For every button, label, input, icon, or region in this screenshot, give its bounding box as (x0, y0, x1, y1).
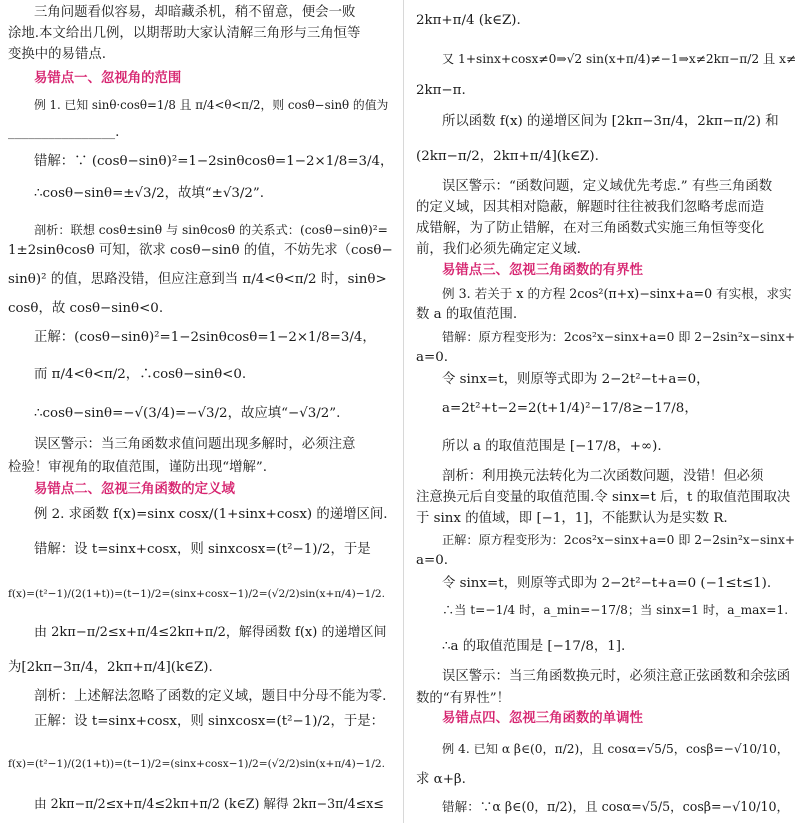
text-line: ∴a 的取值范围是 [−17/8，1]. (442, 639, 626, 654)
left-column (0, 0, 398, 823)
text-line: 涂地.本文给出几例，以期帮助大家认清解三角形与三角恒等 (8, 26, 361, 41)
text-line: 剖析：联想 cosθ±sinθ 与 sinθcosθ 的关系式：(cosθ−sinθ)²= (34, 223, 388, 237)
text-line: 而 π/4<θ<π/2，∴cosθ−sinθ<0. (34, 367, 247, 382)
text-line: 正解：原方程变形为：2cos²x−sinx+a=0 即 2−2sin²x−sinx+ (442, 533, 796, 547)
text-line: 由 2kπ−π/2≤x+π/4≤2kπ+π/2 (k∈Z) 解得 2kπ−3π/4≤x≤ (34, 796, 384, 811)
text-line: 由 2kπ−π/2≤x+π/4≤2kπ+π/2，解得函数 f(x) 的递增区间 (34, 625, 387, 640)
text-line: 求 α+β. (416, 772, 466, 787)
text-line: 误区警示：当三角函数求值问题出现多解时，必须注意 (34, 437, 356, 452)
text-line: cosθ，故 cosθ−sinθ<0. (8, 301, 164, 316)
text-line: f(x)=(t²−1)/(2(1+t))=(t−1)/2=(sinx+cosx−1)/2=(√2/2)sin(x+π/4)−1/2. (8, 588, 386, 600)
text-line: 正解：(cosθ−sinθ)²=1−2sinθcosθ=1−2×1/8=3/4， (34, 330, 376, 345)
text-line: 误区警示：当三角函数换元时，必须注意正弦函数和余弦函 (442, 669, 791, 684)
section-heading: 易错点四、忽视三角函数的单调性 (442, 711, 643, 726)
text-line: 数的“有界性”！ (416, 691, 511, 706)
text-line: 注意换元后自变量的取值范围.令 sinx=t 后，t 的取值范围取决 (416, 490, 791, 505)
text-line: (2kπ−π/2，2kπ+π/4](k∈Z). (416, 149, 599, 164)
text-line: 的定义域，因其相对隐蔽，解题时往往被我们忽略考虑而造 (416, 200, 765, 215)
text-line: 三角问题看似容易，却暗藏杀机，稍不留意，便会一败 (34, 5, 356, 20)
text-line: 例 2. 求函数 f(x)=sinx cosx/(1+sinx+cosx) 的递增区间. (34, 507, 388, 522)
text-line: 检验！审视角的取值范围，谨防出现“增解”. (8, 460, 267, 475)
text-line: 例 1. 已知 sinθ·cosθ=1/8 且 π/4<θ<π/2，则 cosθ−sinθ 的值为 (34, 98, 389, 112)
text-line: 所以函数 f(x) 的递增区间为 [2kπ−3π/4，2kπ−π/2) 和 (442, 114, 779, 129)
text-line: ∴cosθ−sinθ=−√(3/4)=−√3/2，故应填“−√3/2”. (34, 406, 341, 421)
text-line: ∴cosθ−sinθ=±√3/2，故填“±√3/2”. (34, 186, 265, 201)
section-heading: 易错点一、忽视角的范围 (34, 71, 182, 86)
right-column (410, 0, 802, 823)
text-line: 剖析：上述解法忽略了函数的定义域，题目中分母不能为零. (34, 689, 387, 704)
text-line: 剖析：利用换元法转化为二次函数问题，没错！但必须 (442, 469, 764, 484)
text-line: 错解：∵α β∈(0，π/2)，且 cosα=√5/5，cosβ=−√10/10， (442, 799, 790, 814)
text-line: 成错解，为了防止错解，在对三角函数式实施三角恒等变化 (416, 221, 765, 236)
text-line: 正解：设 t=sinx+cosx，则 sinxcosx=(t²−1)/2，于是： (34, 714, 385, 729)
column-divider (403, 0, 404, 823)
text-line: 2kπ−π. (416, 83, 466, 98)
text-line: ________________. (8, 125, 120, 140)
text-line: 错解：原方程变形为：2cos²x−sinx+a=0 即 2−2sin²x−sinx+ (442, 330, 796, 344)
text-line: 令 sinx=t，则原等式即为 2−2t²−t+a=0， (442, 372, 710, 387)
text-line: a=0. (416, 553, 448, 568)
section-heading: 易错点三、忽视三角函数的有界性 (442, 263, 643, 278)
text-line: 错解：设 t=sinx+cosx，则 sinxcosx=(t²−1)/2，于是 (34, 542, 371, 557)
text-line: 所以 a 的取值范围是 [−17/8，+∞). (442, 439, 662, 454)
text-line: 例 4. 已知 α β∈(0，π/2)，且 cosα=√5/5，cosβ=−√10/10， (442, 742, 789, 756)
text-line: 误区警示：“函数问题，定义域优先考虑.” 有些三角函数 (442, 179, 773, 194)
text-line: 又 1+sinx+cosx≠0⇒√2 sin(x+π/4)≠−1⇒x≠2kπ−π/2 且 x≠ (442, 52, 797, 66)
text-line: 令 sinx=t，则原等式即为 2−2t²−t+a=0 (−1≤t≤1). (442, 576, 772, 591)
text-line: 于 sinx 的值域，即 [−1，1]，不能默认为是实数 R. (416, 511, 728, 526)
text-line: f(x)=(t²−1)/(2(1+t))=(t−1)/2=(sinx+cosx−1)/2=(√2/2)sin(x+π/4)−1/2. (8, 758, 386, 770)
section-heading: 易错点二、忽视三角函数的定义域 (34, 482, 235, 497)
text-line: 前，我们必须先确定定义域. (416, 242, 581, 257)
text-line: sinθ)² 的值，思路没错，但应注意到当 π/4<θ<π/2 时，sinθ> (8, 272, 387, 287)
text-line: 错解：∵ (cosθ−sinθ)²=1−2sinθcosθ=1−2×1/8=3/4， (34, 154, 394, 169)
text-line: a=2t²+t−2=2(t+1/4)²−17/8≥−17/8， (442, 401, 698, 416)
text-line: 1±2sinθcosθ 可知，欲求 cosθ−sinθ 的值，不妨先求（cosθ− (8, 243, 393, 258)
text-line: 例 3. 若关于 x 的方程 2cos²(π+x)−sinx+a=0 有实根，求实 (442, 286, 792, 301)
text-line: ∴当 t=−1/4 时，a_min=−17/8；当 sinx=1 时，a_max=1. (442, 603, 789, 617)
text-line: 数 a 的取值范围. (416, 307, 518, 322)
text-line: a=0. (416, 350, 448, 365)
text-line: 2kπ+π/4 (k∈Z). (416, 13, 521, 28)
text-line: 变换中的易错点. (8, 47, 106, 62)
text-line: 为[2kπ−3π/4，2kπ+π/4](k∈Z). (8, 660, 213, 675)
